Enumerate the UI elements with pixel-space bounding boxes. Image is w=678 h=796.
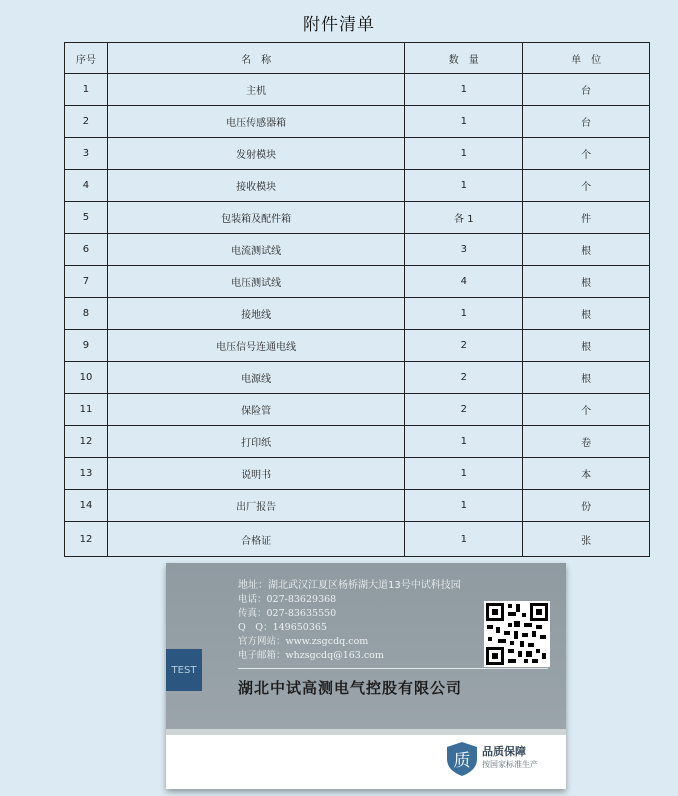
row-name: 主机 [107,74,404,106]
row-name: 电流测试线 [107,234,404,266]
qr-code-icon [484,601,550,667]
website-text: 官方网站：www.zsgcdq.com [238,636,369,647]
table-row [65,490,650,522]
page-title: 附件清单 [303,15,375,35]
qq-text: Q Q：149650365 [238,622,327,633]
table-row [65,522,650,557]
badge-subtitle: 按国家标准生产 [482,760,538,769]
table-row [65,394,650,426]
row-index: 14 [65,490,108,522]
row-unit: 根 [523,266,650,298]
row-unit: 根 [523,234,650,266]
row-quantity: 1 [405,426,523,458]
row-name: 电压测试线 [107,266,404,298]
card-rule [238,668,548,669]
table-row [65,266,650,298]
row-quantity: 1 [405,458,523,490]
table-row [65,426,650,458]
row-unit: 本 [523,458,650,490]
table-row [65,458,650,490]
row-quantity: 1 [405,298,523,330]
company-name: 湖北中试高测电气控股有限公司 [238,679,463,697]
header-name: 名 称 [107,43,404,74]
contact-info [238,579,461,663]
row-unit: 张 [523,522,650,557]
header-index: 序号 [65,43,108,74]
row-unit: 根 [523,298,650,330]
business-card-image [166,563,566,789]
row-quantity: 2 [405,362,523,394]
table-row [65,330,650,362]
table-row [65,138,650,170]
row-name: 接地线 [107,298,404,330]
row-unit: 台 [523,74,650,106]
row-index: 3 [65,138,108,170]
row-name: 合格证 [107,522,404,557]
row-name: 说明书 [107,458,404,490]
row-quantity: 4 [405,266,523,298]
row-unit: 份 [523,490,650,522]
row-quantity: 1 [405,138,523,170]
quality-shield-icon [446,741,478,777]
badge-char: 质 [453,751,471,771]
row-unit: 台 [523,106,650,138]
row-index: 2 [65,106,108,138]
email-text: 电子邮箱：whzsgcdq@163.com [238,650,384,661]
row-quantity: 1 [405,490,523,522]
row-index: 10 [65,362,108,394]
header-quantity: 数 量 [405,43,523,74]
row-name: 打印纸 [107,426,404,458]
row-name: 接收模块 [107,170,404,202]
row-index: 7 [65,266,108,298]
row-quantity: 各 1 [405,202,523,234]
row-index: 1 [65,74,108,106]
row-quantity: 2 [405,330,523,362]
row-quantity: 3 [405,234,523,266]
phone-text: 电话：027-83629368 [238,594,337,605]
row-index: 5 [65,202,108,234]
row-name: 电源线 [107,362,404,394]
row-quantity: 1 [405,106,523,138]
row-quantity: 2 [405,394,523,426]
row-index: 12 [65,426,108,458]
row-name: 保险管 [107,394,404,426]
row-unit: 个 [523,170,650,202]
row-name: 包装箱及配件箱 [107,202,404,234]
row-quantity: 1 [405,170,523,202]
row-index: 11 [65,394,108,426]
row-name: 出厂报告 [107,490,404,522]
table-row [65,170,650,202]
row-index: 9 [65,330,108,362]
row-unit: 个 [523,394,650,426]
table-row [65,106,650,138]
row-index: 6 [65,234,108,266]
table-row [65,234,650,266]
accessory-table [64,42,650,557]
row-unit: 件 [523,202,650,234]
row-name: 电压信号连通电线 [107,330,404,362]
table-header-row [65,43,650,74]
card-divider-strip [166,729,566,735]
row-unit: 根 [523,330,650,362]
header-unit: 单 位 [523,43,650,74]
row-index: 13 [65,458,108,490]
table-row [65,298,650,330]
test-logo: TEST [166,649,202,691]
row-index: 8 [65,298,108,330]
row-index: 4 [65,170,108,202]
fax-text: 传真：027-83635550 [238,608,337,619]
table-row [65,74,650,106]
table-row [65,202,650,234]
row-quantity: 1 [405,74,523,106]
row-name: 发射模块 [107,138,404,170]
table-row [65,362,650,394]
row-index: 12 [65,522,108,557]
badge-title: 品质保障 [482,745,526,758]
row-unit: 个 [523,138,650,170]
address-text: 地址：湖北武汉江夏区杨桥湖大道13号中试科技园 [238,580,461,591]
row-quantity: 1 [405,522,523,557]
row-name: 电压传感器箱 [107,106,404,138]
row-unit: 根 [523,362,650,394]
row-unit: 卷 [523,426,650,458]
